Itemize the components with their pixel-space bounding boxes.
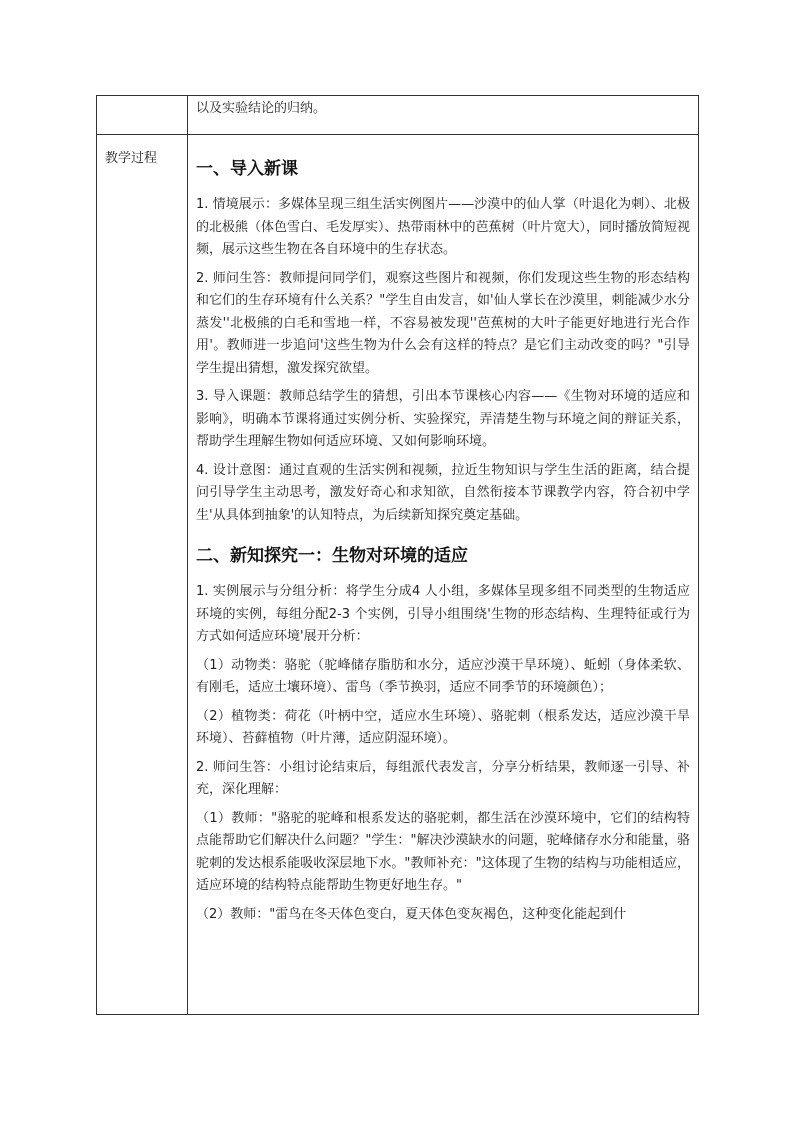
paragraph: 4. 设计意图：通过直观的生活实例和视频，拉近生物知识与学生生活的距离，结合提问引导学生主动思考，激发好奇心和求知欲，自然衔接本节课教学内容，符合初中学生'从具体到抽象'的认知特点，为后续新知探究奠定基础。 — [196, 462, 690, 523]
paragraph: （2）教师："雷鸟在冬天体色变白，夏天体色变灰褐色，这种变化能起到什 — [196, 906, 627, 922]
paragraph: 1. 情境展示：多媒体呈现三组生活实例图片——沙漠中的仙人掌（叶退化为刺）、北极的北极熊（体色雪白、毛发厚实）、热带雨林中的芭蕉树（叶片宽大），同时播放简短视频，展示这些生物在各自环境中的生存状态。 — [196, 197, 691, 257]
section-heading-intro: 一、导入新课 — [196, 159, 298, 179]
paragraph: 2. 师问生答：教师提问同学们，观察这些图片和视频，你们发现这些生物的形态结构和它们的生存环境有什么关系？"学生自由发言，如'仙人掌长在沙漠里，刺能减少水分蒸发''北极熊的白毛和雪地一样，不容易被发现''芭蕉树的大叶子能更好地进行光合作用'。教师进一步追问'这些生物为什么会有这样的特点？是它们主动改变的吗？"引导学生提出猜想，激发探究欲望。 — [196, 270, 690, 376]
teaching-process-label-cell — [97, 135, 188, 1015]
previous-row-content-cell — [188, 96, 699, 135]
paragraph: 3. 导入课题：教师总结学生的猜想，引出本节课核心内容——《生物对环境的适应和影响》，明确本节课将通过实例分析、实验探究，弄清楚生物与环境之间的辩证关系，帮助学生理解生物如何适应环境、又如何影响环境。 — [196, 389, 690, 449]
teaching-process-content-cell — [188, 135, 699, 1015]
previous-row-label-cell — [97, 96, 188, 135]
paragraph: （1）教师："骆驼的驼峰和根系发达的骆驼刺，都生活在沙漠环境中，它们的结构特点能帮助它们解决什么问题？"学生："解决沙漠缺水的问题，驼峰储存水分和能量，骆驼刺的发达根系能吸收深层地下水。"教师补充："这体现了生物的结构与功能相适应，适应环境的结构特点能帮助生物更好地生存。" — [196, 810, 690, 893]
paragraph: 1. 实例展示与分组分析：将学生分成4 人小组，多媒体呈现多组不同类型的生物适应环境的实例，每组分配2-3 个实例，引导小组围绕'生物的形态结构、生理特征或行为方式如何适应环境'展开分析： — [196, 584, 690, 644]
lesson-plan-table — [96, 95, 699, 1015]
teaching-process-content — [188, 135, 698, 1014]
teaching-process-label: 教学过程 — [105, 151, 158, 166]
paragraph: （1）动物类：骆驼（驼峰储存脂肪和水分，适应沙漠干旱环境）、蚯蚓（身体柔软、有刚毛，适应土壤环境）、雷鸟（季节换羽，适应不同季节的环境颜色）； — [196, 657, 690, 695]
paragraph: 2. 师问生答：小组讨论结束后，每组派代表发言，分享分析结果，教师逐一引导、补充，深化理解： — [196, 759, 690, 797]
previous-row-text: 以及实验结论的归纳。 — [196, 101, 327, 116]
section-heading-explore: 二、新知探究一：生物对环境的适应 — [196, 546, 468, 566]
paragraph: （2）植物类：荷花（叶柄中空，适应水生环境）、骆驼刺（根系发达，适应沙漠干旱环境）、苔藓植物（叶片薄，适应阴湿环境）。 — [196, 708, 690, 746]
teaching-process-row — [97, 135, 699, 1015]
previous-row — [97, 96, 699, 135]
